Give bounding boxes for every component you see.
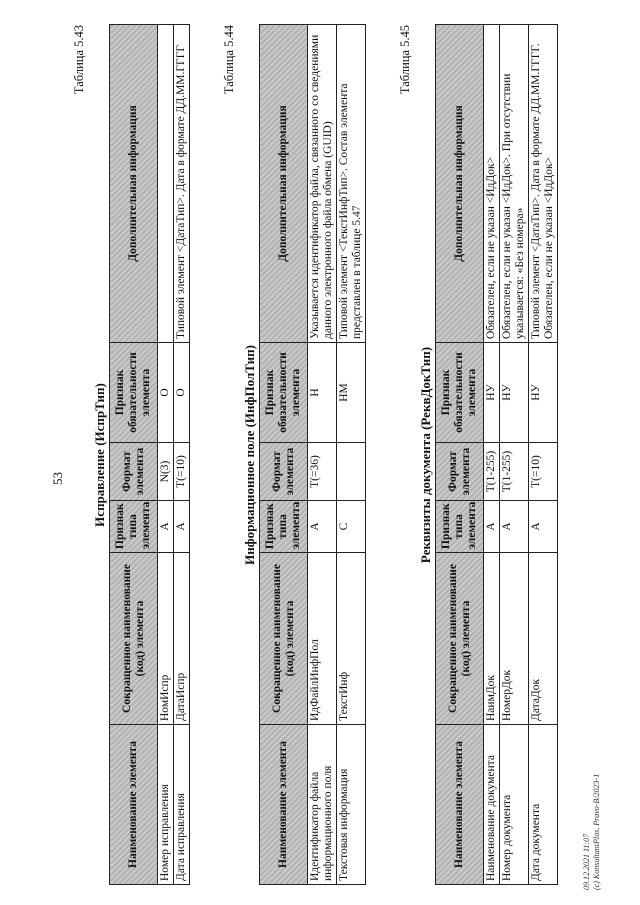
- header-cell: Сокращенное наименование (код) элемента: [260, 553, 308, 725]
- cell: [158, 25, 174, 343]
- cell: НУ: [529, 343, 558, 443]
- cell: ИдФайлИнфПол: [308, 553, 337, 725]
- cell: А: [308, 501, 337, 553]
- header-cell: Дополнительная информация: [260, 25, 308, 343]
- table-5-43: [109, 24, 190, 885]
- cell: Обязателен, если не указан <ИдДок>. При отсутствии указывается: «Без номера»: [500, 25, 529, 343]
- cell: Номер исправления: [158, 725, 174, 885]
- footer-source: (c) KonsultantPlus, Pravo-B/2023-1: [592, 773, 601, 890]
- table-5-44-heading: Информационное поле (ИнфПолТип): [242, 345, 257, 565]
- cell: ДатаДок: [529, 553, 558, 725]
- table-header-row: [110, 25, 158, 885]
- cell: Н: [308, 343, 337, 443]
- header-cell: Сокращенное наименование (код) элемента: [436, 553, 484, 725]
- table-row: [174, 25, 190, 885]
- header-cell: Наименование элемента: [260, 725, 308, 885]
- cell: Номер документа: [500, 725, 529, 885]
- cell: Текстовая информация: [337, 725, 366, 885]
- cell: НУ: [484, 343, 500, 443]
- cell: [337, 443, 366, 501]
- footer-stamp: [582, 774, 602, 890]
- cell: НомерДок: [500, 553, 529, 725]
- cell: А: [158, 501, 174, 553]
- header-cell: Признак типа элемента: [436, 501, 484, 553]
- table-5-44: [259, 24, 366, 885]
- cell: О: [158, 343, 174, 443]
- table-row: [158, 25, 174, 885]
- header-cell: Признак обязательности элемента: [260, 343, 308, 443]
- table-5-43-caption: Таблица 5.43: [72, 25, 86, 95]
- header-cell: Признак обязательности элемента: [436, 343, 484, 443]
- header-cell: Дополнительная информация: [110, 25, 158, 343]
- cell: Т(1-255): [484, 443, 500, 501]
- cell: А: [484, 501, 500, 553]
- cell: НУ: [500, 343, 529, 443]
- cell: Обязателен, если не указан <ИдДок>: [484, 25, 500, 343]
- cell: НМ: [337, 343, 366, 443]
- cell: N(3): [158, 443, 174, 501]
- cell: Типовой элемент <ТекстИнфТип>. Состав элемента представлен в таблице 5.47: [337, 25, 366, 343]
- cell: НаимДок: [484, 553, 500, 725]
- header-cell: Наименование элемента: [110, 725, 158, 885]
- table-row: [500, 25, 529, 885]
- table-5-43-heading: Исправление (ИспрТип): [92, 383, 107, 527]
- cell: НомИспр: [158, 553, 174, 725]
- header-cell: Формат элемента: [110, 443, 158, 501]
- cell: А: [174, 501, 190, 553]
- table-row: [484, 25, 500, 885]
- cell: Идентификатор файла информационного поля: [308, 725, 337, 885]
- cell: Дата исправления: [174, 725, 190, 885]
- cell: Т(=10): [529, 443, 558, 501]
- cell: О: [174, 343, 190, 443]
- table-5-44-caption: Таблица 5.44: [222, 25, 236, 95]
- table-5-45: [435, 24, 558, 885]
- cell: Т(1-255): [500, 443, 529, 501]
- cell: С: [337, 501, 366, 553]
- cell: А: [500, 501, 529, 553]
- table-header-row: [436, 25, 484, 885]
- header-cell: Формат элемента: [436, 443, 484, 501]
- cell: Наименование документа: [484, 725, 500, 885]
- header-cell: Признак типа элемента: [260, 501, 308, 553]
- cell: ТекстИнф: [337, 553, 366, 725]
- header-cell: Формат элемента: [260, 443, 308, 501]
- table-row: [308, 25, 337, 885]
- table-header-row: [260, 25, 308, 885]
- cell: Т(=36): [308, 443, 337, 501]
- header-cell: Признак типа элемента: [110, 501, 158, 553]
- table-5-45-heading: Реквизиты документа (РеквДокТип): [418, 346, 433, 564]
- header-cell: Признак обязательности элемента: [110, 343, 158, 443]
- cell: Дата документа: [529, 725, 558, 885]
- table-row: [529, 25, 558, 885]
- header-cell: Дополнительная информация: [436, 25, 484, 343]
- table-5-45-caption: Таблица 5.45: [398, 25, 412, 95]
- footer-date: 09.12.2021 11:07: [582, 833, 591, 890]
- cell: Указывается идентификатор файла, связанного со сведениями данного электронного файла обмена (GUID): [308, 25, 337, 343]
- cell: ДатаИспр: [174, 553, 190, 725]
- header-cell: Сокращенное наименование (код) элемента: [110, 553, 158, 725]
- cell: Типовой элемент <ДатаТип>. Дата в формате ДД.ММ.ГГГГ: [174, 25, 190, 343]
- cell: Типовой элемент <ДатаТип>. Дата в формате ДД.ММ.ГГГГ. Обязателен, если не указан <ИдДок>: [529, 25, 558, 343]
- table-row: [337, 25, 366, 885]
- cell: Т(=10): [174, 443, 190, 501]
- header-cell: Наименование элемента: [436, 725, 484, 885]
- cell: А: [529, 501, 558, 553]
- page-number: 53: [50, 472, 65, 485]
